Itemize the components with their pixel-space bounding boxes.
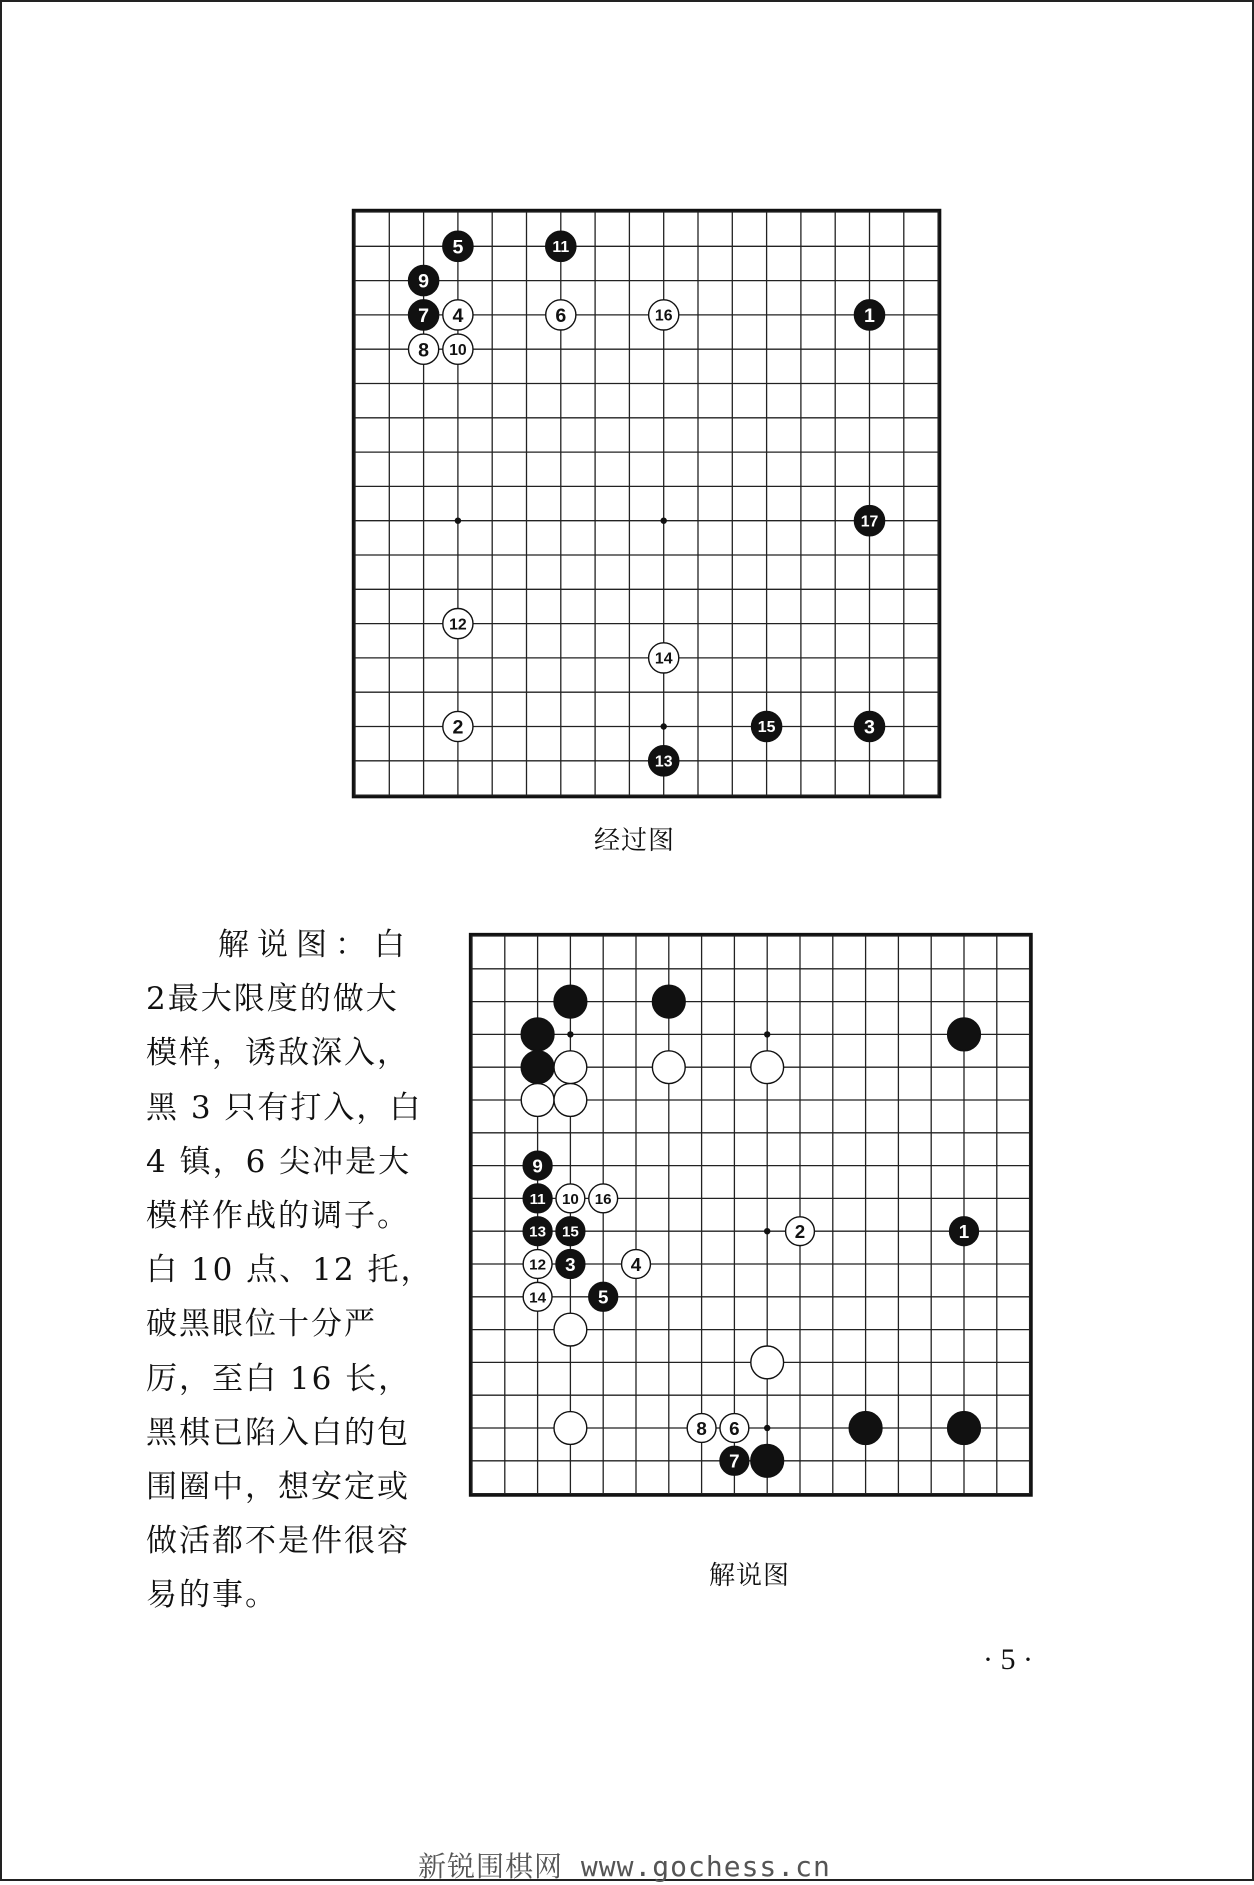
black-stone: [751, 1444, 784, 1477]
board-frame: [353, 210, 940, 797]
hoshi-point: [455, 518, 461, 524]
white-stone: [554, 1313, 587, 1346]
black-stone: [521, 1018, 554, 1051]
commentary-line: 围圈中，想安定或: [146, 1469, 410, 1506]
go-board-progress-svg: [345, 202, 945, 802]
move-number: 10: [449, 341, 467, 359]
go-board-progress: [345, 202, 945, 802]
commentary-line: 黑 3 只有打入，白: [146, 1089, 423, 1126]
black-stone: [652, 985, 685, 1018]
move-number: 7: [729, 1450, 740, 1472]
move-number: 6: [729, 1417, 740, 1439]
hoshi-point: [567, 1031, 573, 1037]
move-number: 15: [561, 1223, 579, 1241]
move-number: 4: [630, 1253, 642, 1275]
hoshi-point: [764, 1031, 770, 1037]
move-number: 1: [864, 304, 875, 327]
move-number: 13: [654, 753, 673, 771]
commentary-line: 厉，至白 16 长，: [146, 1360, 412, 1397]
move-number: 5: [452, 236, 464, 259]
move-number: 16: [594, 1190, 612, 1208]
white-stone: [751, 1051, 784, 1084]
move-number: 7: [418, 304, 430, 327]
board-frame: [470, 934, 1031, 1495]
commentary-line: 做活都不是件很容: [146, 1523, 410, 1560]
commentary-line: 解说图：白: [218, 927, 413, 963]
move-number: 12: [449, 616, 467, 634]
commentary-line: 模样作战的调子。: [146, 1198, 410, 1235]
commentary-line: 破黑眼位十分严: [146, 1306, 377, 1343]
move-number: 11: [552, 239, 570, 257]
move-number: 10: [561, 1190, 579, 1208]
move-number: 14: [654, 650, 673, 668]
move-number: 11: [529, 1190, 546, 1208]
move-number: 6: [555, 304, 567, 327]
move-number: 2: [452, 716, 464, 739]
black-stone: [948, 1412, 981, 1445]
commentary-line: 白 10 点、12 托，: [146, 1252, 434, 1289]
move-number: 2: [794, 1220, 806, 1242]
white-stone: [554, 1084, 587, 1117]
move-number: 9: [418, 270, 430, 293]
commentary-line: 易的事。: [146, 1577, 278, 1614]
move-number: 4: [452, 304, 464, 327]
go-board-commentary: [462, 926, 1062, 1526]
commentary-line: 2最大限度的做大: [146, 981, 399, 1018]
hoshi-point: [764, 1228, 770, 1234]
move-number: 16: [654, 307, 673, 325]
progress-diagram-caption: 经过图: [594, 826, 676, 856]
move-number: 8: [696, 1417, 707, 1439]
commentary-text: [146, 918, 436, 1623]
move-number: 14: [529, 1289, 547, 1307]
page-number: · 5 ·: [983, 1643, 1033, 1676]
commentary-line: 黑棋已陷入白的包: [146, 1414, 410, 1451]
move-number: 1: [958, 1220, 970, 1242]
go-board-commentary-svg: [462, 926, 1062, 1526]
white-stone: [554, 1051, 587, 1084]
footer-watermark: 新锐围棋网 www.gochess.cn: [418, 1850, 831, 1883]
commentary-line: 4 镇，6 尖冲是大: [146, 1143, 412, 1180]
hoshi-point: [661, 723, 667, 729]
commentary-line: 模样，诱敌深入，: [146, 1035, 410, 1072]
move-number: 9: [532, 1155, 543, 1177]
commentary-diagram-caption: 解说图: [709, 1561, 791, 1591]
move-number: 17: [860, 513, 879, 531]
black-stone: [948, 1018, 981, 1051]
move-number: 12: [529, 1256, 547, 1274]
white-stone: [751, 1346, 784, 1379]
black-stone: [521, 1051, 554, 1084]
move-number: 3: [864, 716, 875, 739]
move-number: 15: [757, 719, 776, 737]
move-number: 8: [418, 339, 430, 362]
white-stone: [554, 1412, 587, 1445]
move-number: 5: [597, 1286, 609, 1308]
white-stone: [521, 1084, 554, 1117]
move-number: 3: [565, 1253, 576, 1275]
hoshi-point: [661, 518, 667, 524]
black-stone: [849, 1412, 882, 1445]
black-stone: [554, 985, 587, 1018]
move-number: 13: [529, 1223, 547, 1241]
white-stone: [652, 1051, 685, 1084]
hoshi-point: [764, 1425, 770, 1431]
